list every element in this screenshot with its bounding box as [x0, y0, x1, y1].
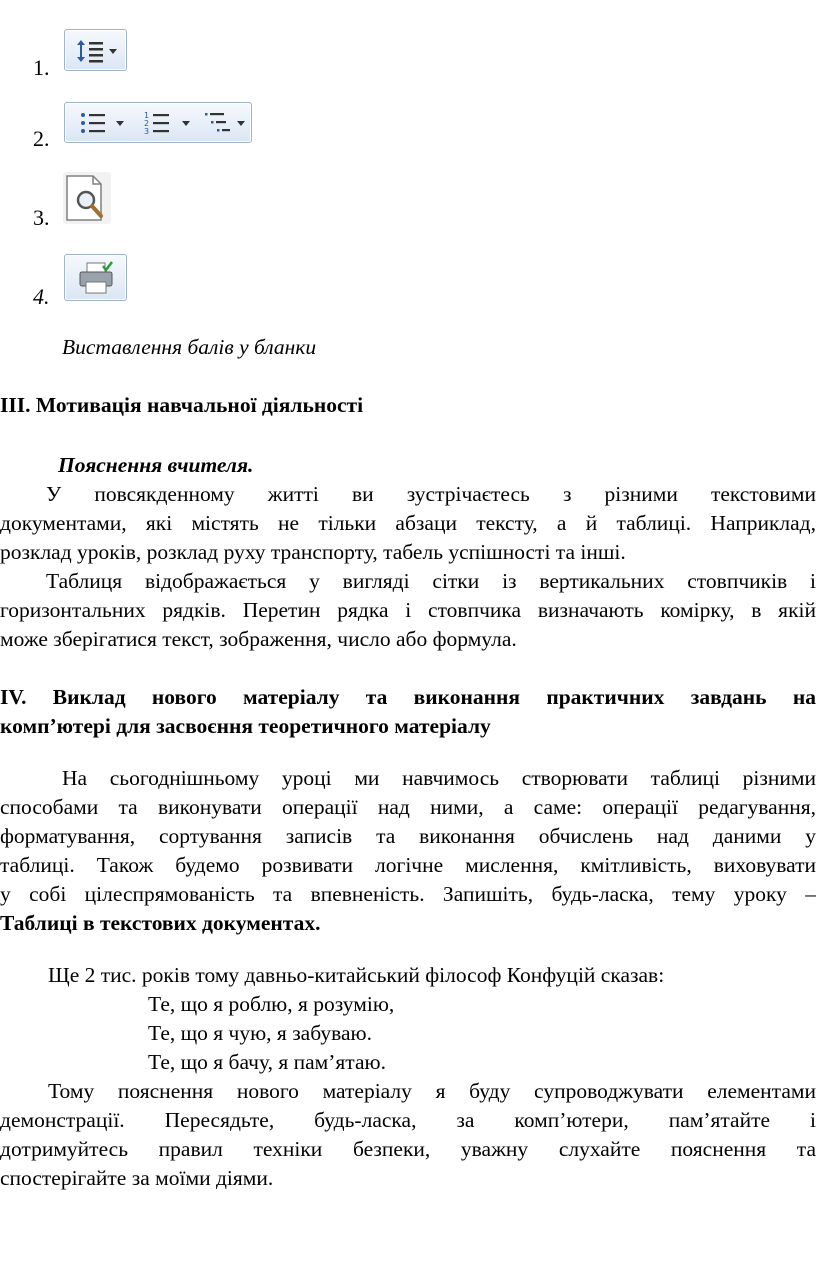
- paragraph-line: документами, які містять не тільки абзаци тексту, а й таблиці. Наприклад,: [0, 511, 816, 535]
- paragraph-line: дотримуйтесь правил техніки безпеки, уважну слухайте пояснення та: [0, 1137, 816, 1161]
- bullets-icon[interactable]: [81, 113, 124, 133]
- paragraph-line: може зберігатися текст, зображення, число або формула.: [0, 627, 517, 651]
- print-preview-button[interactable]: [63, 172, 111, 224]
- paragraph-line: Таблиця відображається у вигляді сітки із вертикальних стовпчиків і: [46, 569, 816, 593]
- paragraph-line: Тому пояснення нового матеріалу я буду супроводжувати елементами: [48, 1079, 816, 1103]
- paragraph-line: демонстрації. Пересядьте, будь-ласка, за комп’ютери, пам’ятайте і: [0, 1108, 816, 1132]
- svg-text:1: 1: [144, 111, 150, 120]
- section-4-heading: IV. Виклад нового матеріалу та виконання практичних завдань на: [0, 685, 816, 709]
- line-spacing-icon: [65, 30, 128, 72]
- paragraph-line: спостерігайте за моїми діями.: [0, 1166, 274, 1190]
- list-number-1: 1.: [33, 55, 50, 80]
- lesson-topic: Таблиці в текстових документах.: [0, 911, 321, 935]
- quote-line: Те, що я бачу, я пам’ятаю.: [148, 1050, 386, 1074]
- list-number-4: 4.: [33, 284, 50, 309]
- section-4-heading: комп’ютері для засвоєння теоретичного матеріалу: [0, 714, 491, 738]
- quick-print-button[interactable]: [64, 254, 127, 301]
- paragraph-line: На сьогоднішньому уроці ми навчимось створювати таблиці різними: [62, 766, 816, 790]
- line-spacing-button[interactable]: [64, 29, 127, 71]
- quote-intro: Ще 2 тис. років тому давньо-китайський філософ Конфуцій сказав:: [48, 963, 665, 987]
- paragraph-line: У повсякденному житті ви зустрічаєтесь з різними текстовими: [46, 482, 816, 506]
- paragraph-line: форматування, сортування записів та виконання обчислень над даними у: [0, 824, 816, 848]
- list-formatting-group: [64, 102, 252, 143]
- paragraph-line: горизонтальних рядків. Перетин рядка і стовпчика визначають комірку, в якій: [0, 598, 816, 622]
- svg-text:2: 2: [144, 119, 150, 128]
- paragraph-line: у собі цілеспрямованість та впевненість. Запишіть, будь-ласка, тему уроку –: [0, 882, 816, 906]
- print-preview-icon: [63, 172, 111, 224]
- section-3-heading: ІІІ. Мотивація навчальної діяльності: [0, 393, 364, 417]
- numbering-icon[interactable]: [144, 111, 190, 136]
- quote-line: Те, що я чую, я забуваю.: [148, 1021, 372, 1045]
- multilevel-list-icon[interactable]: [205, 113, 245, 132]
- section-3-subheading: Пояснення вчителя.: [58, 453, 254, 477]
- quote-line: Те, що я роблю, я розумію,: [148, 992, 395, 1016]
- paragraph-line: таблиці. Також будемо розвивати логічне мислення, кмітливість, виховувати: [0, 853, 816, 877]
- list-number-3: 3.: [33, 205, 50, 230]
- list-number-2: 2.: [33, 126, 50, 151]
- paragraph-line: способами та виконувати операції над ними, а саме: операції редагування,: [0, 795, 816, 819]
- caption: Виставлення балів у бланки: [62, 335, 317, 359]
- paragraph-line: розклад уроків, розклад руху транспорту, табель успішності та інші.: [0, 540, 626, 564]
- svg-text:3: 3: [144, 127, 150, 136]
- print-icon: [65, 255, 128, 302]
